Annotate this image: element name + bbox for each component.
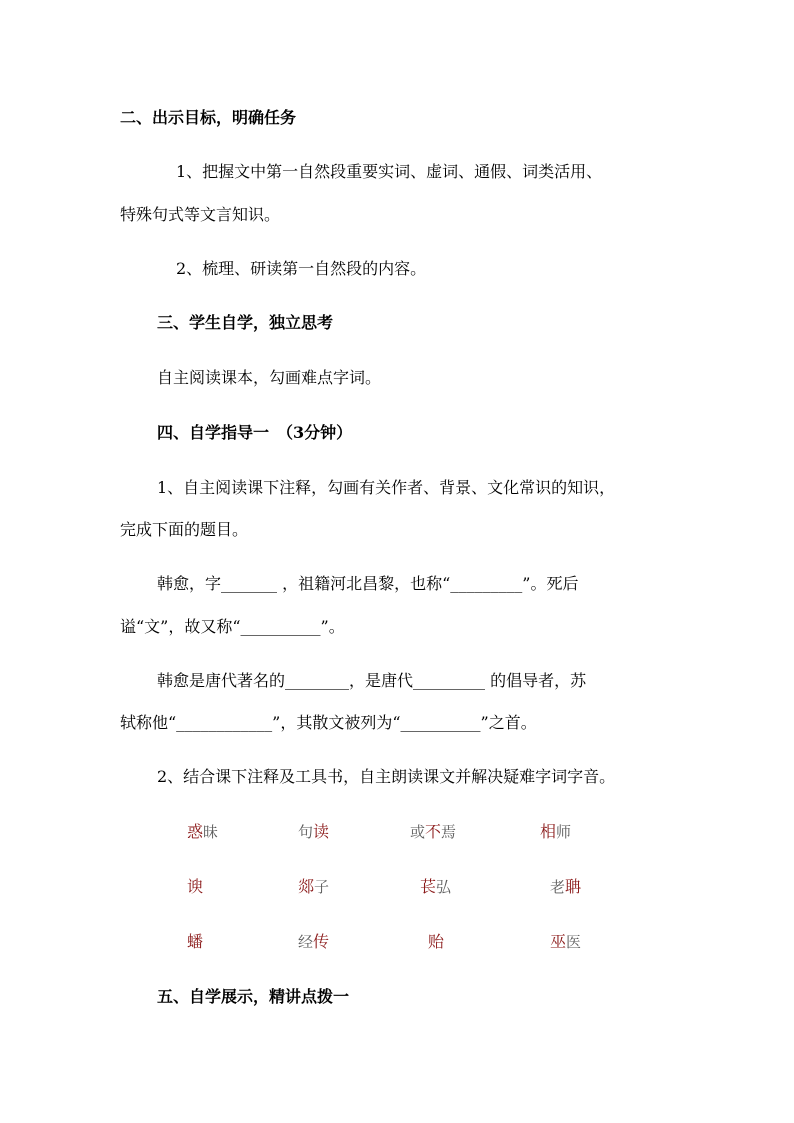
section-heading-5: 五、自学展示，精讲点拨一: [157, 987, 350, 1006]
vocab-word: [298, 877, 329, 897]
guide-2: 2、结合课下注释及工具书，自主朗读课文并解决疑难字词字音。: [157, 767, 616, 786]
section-heading-4: 四、自学指导一 （3分钟）: [157, 423, 353, 442]
vocab-char-highlight: 蟠: [187, 932, 204, 951]
fill-in-2-line-1: 韩愈是唐代著名的________，是唐代_________ 的倡导者，苏: [157, 671, 587, 690]
vocab-char-highlight: 不: [425, 822, 442, 841]
self-study-text: 自主阅读课本，勾画难点字词。: [157, 368, 382, 387]
vocab-char-highlight: 巫: [550, 932, 567, 951]
fill-in-1-line-2: 谥“文”，故又称“__________”。: [120, 617, 345, 636]
vocab-char: 昧: [203, 823, 219, 841]
vocab-word: [298, 822, 329, 842]
vocab-word: [550, 932, 581, 952]
vocab-word: [187, 932, 203, 952]
objective-1-line-2: 特殊句式等文言知识。: [120, 205, 281, 224]
vocab-char-highlight: 读: [313, 822, 330, 841]
objective-2: 2、梳理、研读第一自然段的内容。: [176, 259, 427, 278]
section-heading-2: 二、出示目标，明确任务: [120, 108, 297, 127]
vocab-char-highlight: 相: [540, 822, 557, 841]
fill-in-1-line-1: 韩愈，字_______ ，祖籍河北昌黎，也称“_________”。死后: [157, 574, 579, 593]
vocab-char-highlight: 苌: [420, 877, 437, 896]
vocab-word: [410, 822, 456, 842]
vocab-word: [550, 877, 581, 897]
vocab-char: 或: [410, 823, 426, 841]
vocab-word: [428, 932, 444, 952]
vocab-char: 经: [298, 933, 314, 951]
section-heading-3: 三、学生自学，独立思考: [157, 313, 334, 332]
vocab-word: [187, 877, 203, 897]
vocab-char-highlight: 聃: [565, 877, 582, 896]
vocab-char-highlight: 贻: [428, 932, 445, 951]
vocab-char: 老: [550, 878, 566, 896]
vocab-char: 子: [314, 878, 330, 896]
fill-in-2-line-2: 轼称他“____________”，其散文被列为“__________”之首。: [120, 713, 537, 732]
objective-1-line-1: 1、把握文中第一自然段重要实词、虚词、通假、词类活用、: [176, 162, 603, 181]
vocab-char: 焉: [441, 823, 457, 841]
vocab-char: 句: [298, 823, 314, 841]
guide-1-line-2: 完成下面的题目。: [120, 520, 249, 539]
vocab-char: 弘: [436, 878, 452, 896]
vocab-word: [187, 822, 218, 842]
vocab-word: [540, 822, 571, 842]
guide-1-line-1: 1、自主阅读课下注释，勾画有关作者、背景、文化常识的知识，: [157, 478, 616, 497]
vocab-char-highlight: 谀: [187, 877, 204, 896]
vocab-char: 师: [556, 823, 572, 841]
vocab-char-highlight: 惑: [187, 822, 204, 841]
vocab-char-highlight: 传: [313, 932, 330, 951]
vocab-word: [420, 877, 451, 897]
vocab-word: [298, 932, 329, 952]
vocab-char: 医: [566, 933, 582, 951]
vocab-char-highlight: 郯: [298, 877, 315, 896]
